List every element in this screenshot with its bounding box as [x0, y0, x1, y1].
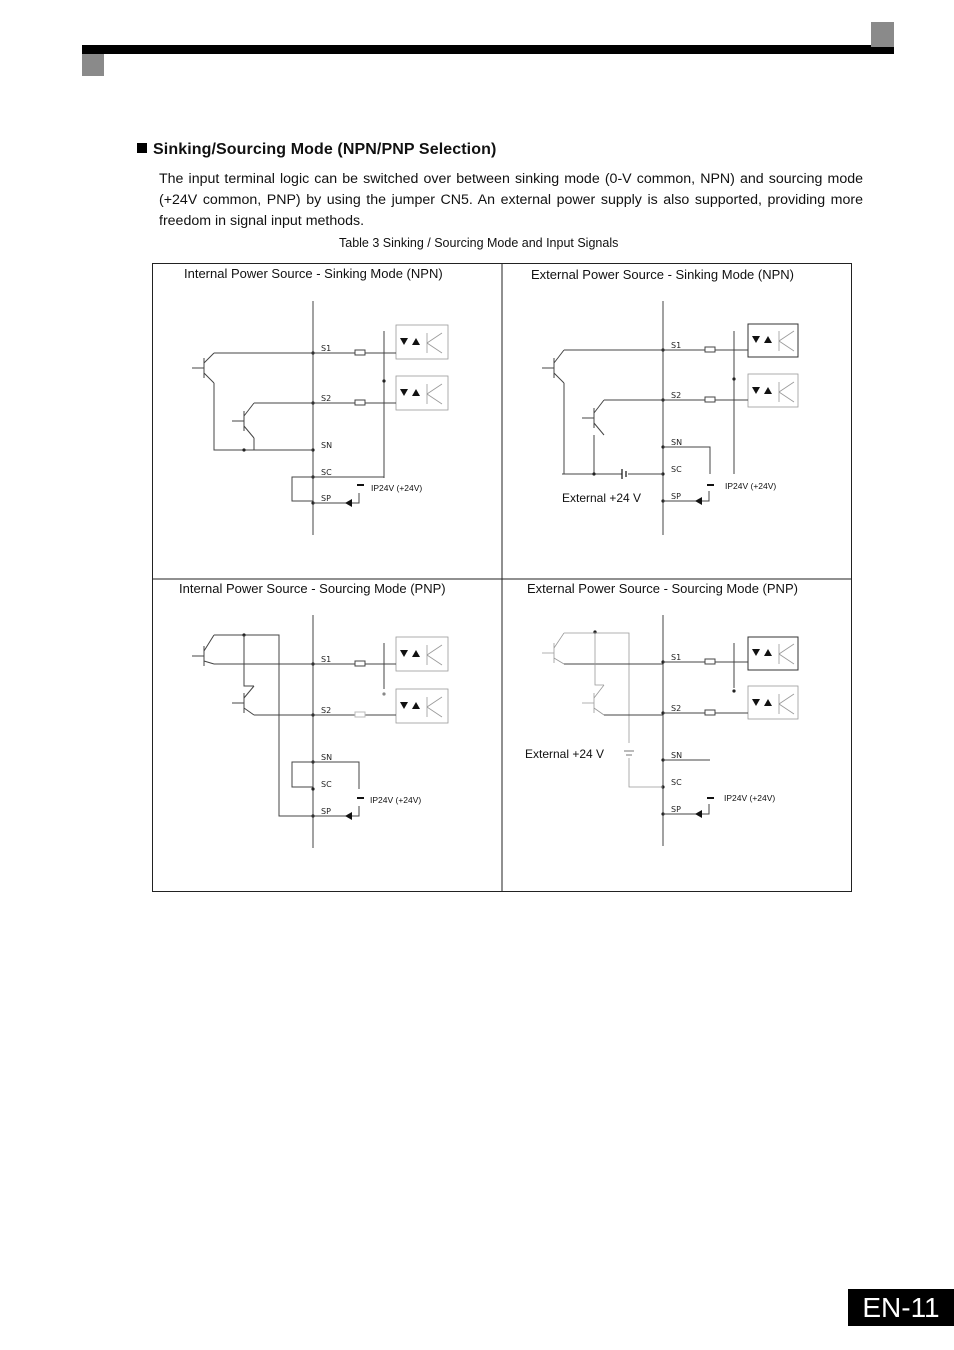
terminal-label-s1-int-src: S1 [321, 655, 332, 664]
diagram-external-sinking [542, 301, 798, 535]
wiring-table [152, 263, 852, 892]
terminal-label-sc-ext-sink: SC [671, 465, 682, 474]
terminal-label-sn-int-src: SN [321, 753, 333, 762]
section-heading-text: Sinking/Sourcing Mode (NPN/PNP Selection) [153, 141, 497, 158]
header-corner-marker [82, 54, 104, 76]
terminal-label-sc: SC [321, 468, 332, 477]
cell-title-internal-sinking: Internal Power Source - Sinking Mode (NPN) [184, 266, 443, 281]
external-supply-label-sourcing: External +24 V [525, 747, 605, 761]
terminal-label-s1-ext-sink: S1 [671, 341, 682, 350]
terminal-label-s1-ext-src: S1 [671, 653, 682, 662]
header-tab-marker [871, 22, 894, 47]
terminal-label-sn: SN [321, 441, 333, 450]
wiring-table-svg [152, 263, 852, 892]
terminal-label-sc-int-src: SC [321, 780, 332, 789]
terminal-label-sp: SP [321, 494, 331, 503]
external-supply-label-sinking: External +24 V [562, 491, 642, 505]
terminal-label-sp-ext-sink: SP [671, 492, 681, 501]
terminal-label-s2-ext-sink: S2 [671, 391, 682, 400]
table-caption: Table 3 Sinking / Sourcing Mode and Input Signals [339, 236, 619, 250]
terminal-label-s2: S2 [321, 394, 332, 403]
supply-label-external-sourcing: IP24V (+24V) [724, 793, 776, 803]
terminal-label-sp-ext-src: SP [671, 805, 681, 814]
diagram-internal-sourcing [192, 615, 448, 848]
terminal-label-sn-ext-src: SN [671, 751, 683, 760]
supply-label-external-sinking: IP24V (+24V) [725, 481, 777, 491]
header-rule [82, 45, 894, 54]
terminal-label-sc-ext-src: SC [671, 778, 682, 787]
cell-title-internal-sourcing: Internal Power Source - Sourcing Mode (PNP) [179, 581, 446, 596]
section-heading [137, 141, 496, 159]
square-bullet-icon [137, 143, 147, 153]
terminal-label-s1: S1 [321, 344, 332, 353]
diagram-internal-sinking [192, 301, 448, 535]
cell-title-external-sinking: External Power Source - Sinking Mode (NPN) [531, 267, 794, 282]
diagram-external-sourcing [525, 615, 798, 846]
page-number: EN-11 [848, 1289, 954, 1326]
terminal-label-sn-ext-sink: SN [671, 438, 683, 447]
terminal-label-sp-int-src: SP [321, 807, 331, 816]
terminal-label-s2-ext-src: S2 [671, 704, 682, 713]
cell-title-external-sourcing: External Power Source - Sourcing Mode (PNP) [527, 581, 798, 596]
terminal-label-s2-int-src: S2 [321, 706, 332, 715]
supply-label-internal-sinking: IP24V (+24V) [371, 483, 423, 493]
section-paragraph: The input terminal logic can be switched over between sinking mode (0-V common, NPN) and sourcing mode (+24V common, PNP) by using the jumper CN5. An external power supply is also supported, providing more freedom in signal input methods. [159, 171, 863, 229]
supply-label-internal-sourcing: IP24V (+24V) [370, 795, 422, 805]
